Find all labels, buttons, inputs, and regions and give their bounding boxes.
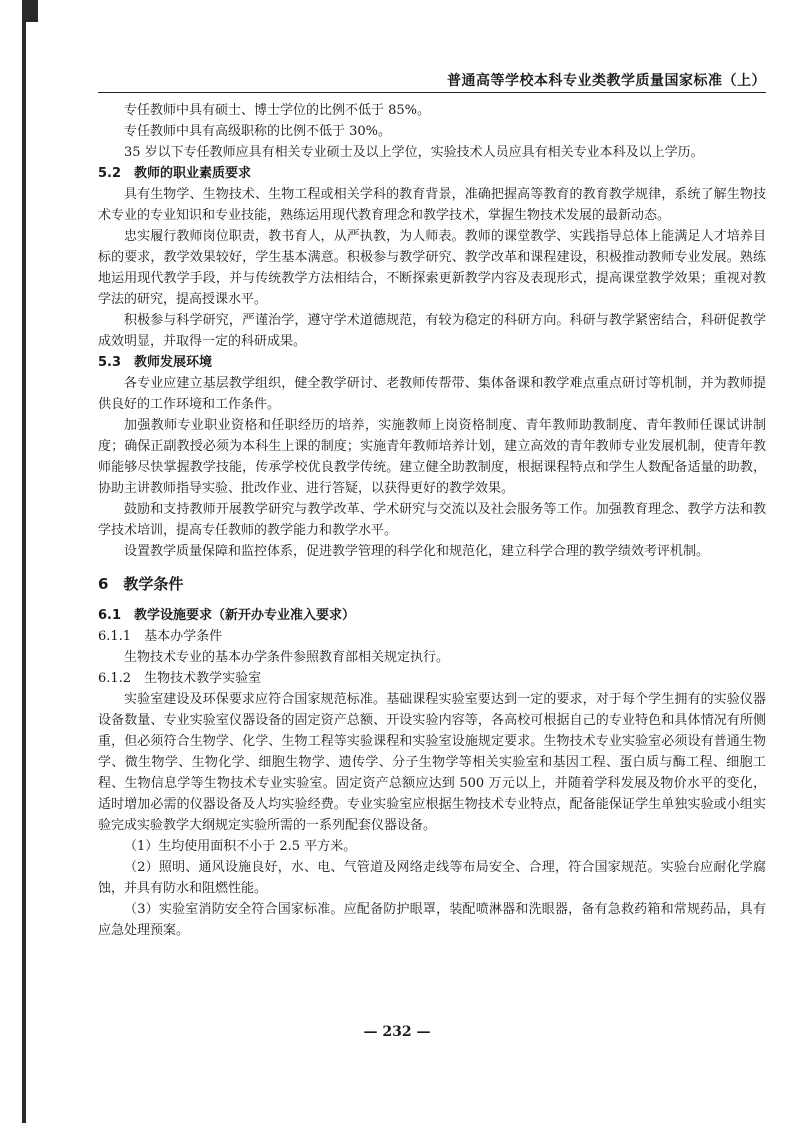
paragraph: 加强教师专业职业资格和任职经历的培养，实施教师上岗资格制度、青年教师助教制度、青年教师任课试讲制度；确保正副教授必须为本科生上课的制度；实施青年教师培养计划，建立高效的青年教师专业发展机制，使青年教师能够尽快掌握教学技能，传承学校优良教学传统。建立健全助教制度，根据课程特点和学生人数配备适量的助教，协助主讲教师指导实验、批改作业、进行答疑，以获得更好的教学效果。	[98, 418, 766, 496]
page-number: — 232 —	[363, 1024, 431, 1040]
section-heading-6-1: 6.1 教学设施要求（新开办专业准入要求）	[98, 608, 356, 623]
paragraph: 各专业应建立基层教学组织，健全教学研讨、老教师传帮带、集体备课和教学难点重点研讨等机制，并为教师提供良好的工作环境和工作条件。	[98, 376, 766, 412]
subsection-heading-6-1-2: 6.1.2 生物技术教学实验室	[98, 671, 262, 686]
subsection-heading-6-1-1: 6.1.1 基本办学条件	[98, 629, 223, 644]
paragraph: 35 岁以下专任教师应具有相关专业硕士及以上学位，实验技术人员应具有相关专业本科及以上学历。	[124, 145, 704, 160]
scan-edge-shadow	[22, 0, 26, 1123]
paragraph: 积极参与科学研究，严谨治学，遵守学术道德规范，有较为稳定的科研方向。科研与教学紧密结合，科研促教学成效明显，并取得一定的科研成果。	[98, 313, 766, 349]
list-item: （1）生均使用面积不小于 2.5 平方米。	[124, 839, 357, 854]
paragraph: 专任教师中具有硕士、博士学位的比例不低于 85%。	[124, 103, 431, 118]
paragraph: 专任教师中具有高级职称的比例不低于 30%。	[124, 124, 392, 139]
paragraph: 实验室建设及环保要求应符合国家规范标准。基础课程实验室要达到一定的要求，对于每个学生拥有的实验仪器设备数量、专业实验室仪器设备的固定资产总额、开设实验内容等，各高校可根据自己的专业特色和具体情况有所侧重，但必须符合生物学、化学、生物工程等实验课程和实验室设施规定要求。生物技术专业实验室必须设有普通生物学、微生物学、生物化学、细胞生物学、遗传学、分子生物学等相关实验室和基因工程、蛋白质与酶工程、细胞工程、生物信息学等生物技术专业实验室。固定资产总额应达到 500 万元以上，并随着学科发展及物价水平的变化，适时增加必需的仪器设备及人均实验经费。专业实验室应根据生物技术专业特点，配备能保证学生单独实验或小组实验完成实验教学大纲规定实验所需的一系列配套仪器设备。	[98, 692, 766, 833]
scan-edge-mark	[26, 0, 38, 22]
paragraph: 具有生物学、生物技术、生物工程或相关学科的教育背景，准确把握高等教育的教育教学规律，系统了解生物技术专业的专业知识和专业技能，熟练运用现代教育理念和教学技术，掌握生物技术发展的最新动态。	[98, 187, 766, 223]
running-header: 普通高等学校本科专业类教学质量国家标准（上）	[447, 73, 766, 89]
section-heading-5-2: 5.2 教师的职业素质要求	[98, 166, 252, 181]
paragraph: 设置教学质量保障和监控体系，促进教学管理的科学化和规范化，建立科学合理的教学绩效考评机制。	[124, 544, 710, 559]
chapter-heading-6: 6 教学条件	[98, 575, 184, 593]
page-body	[98, 100, 766, 941]
section-heading-5-3: 5.3 教师发展环境	[98, 355, 213, 370]
list-item: （2）照明、通风设施良好，水、电、气管道及网络走线等布局安全、合理，符合国家规范。实验台应耐化学腐蚀，并具有防水和阻燃性能。	[98, 860, 766, 896]
header-rule	[98, 92, 766, 93]
list-item: （3）实验室消防安全符合国家标准。应配备防护眼罩，装配喷淋器和洗眼器，备有急救药箱和常规药品，具有应急处理预案。	[98, 902, 766, 938]
paragraph: 忠实履行教师岗位职责，教书育人，从严执教，为人师表。教师的课堂教学、实践指导总体上能满足人才培养目标的要求，教学效果较好，学生基本满意。积极参与教学研究、教学改革和课程建设，积极推动教师专业发展。熟练地运用现代教学手段，并与传统教学方法相结合，不断探索更新教学内容及表现形式，提高课堂教学效果；重视对教学法的研究，提高授课水平。	[98, 229, 766, 307]
paragraph: 生物技术专业的基本办学条件参照教育部相关规定执行。	[124, 650, 450, 665]
paragraph: 鼓励和支持教师开展教学研究与教学改革、学术研究与交流以及社会服务等工作。加强教育理念、教学方法和教学技术培训，提高专任教师的教学能力和教学水平。	[98, 502, 766, 538]
